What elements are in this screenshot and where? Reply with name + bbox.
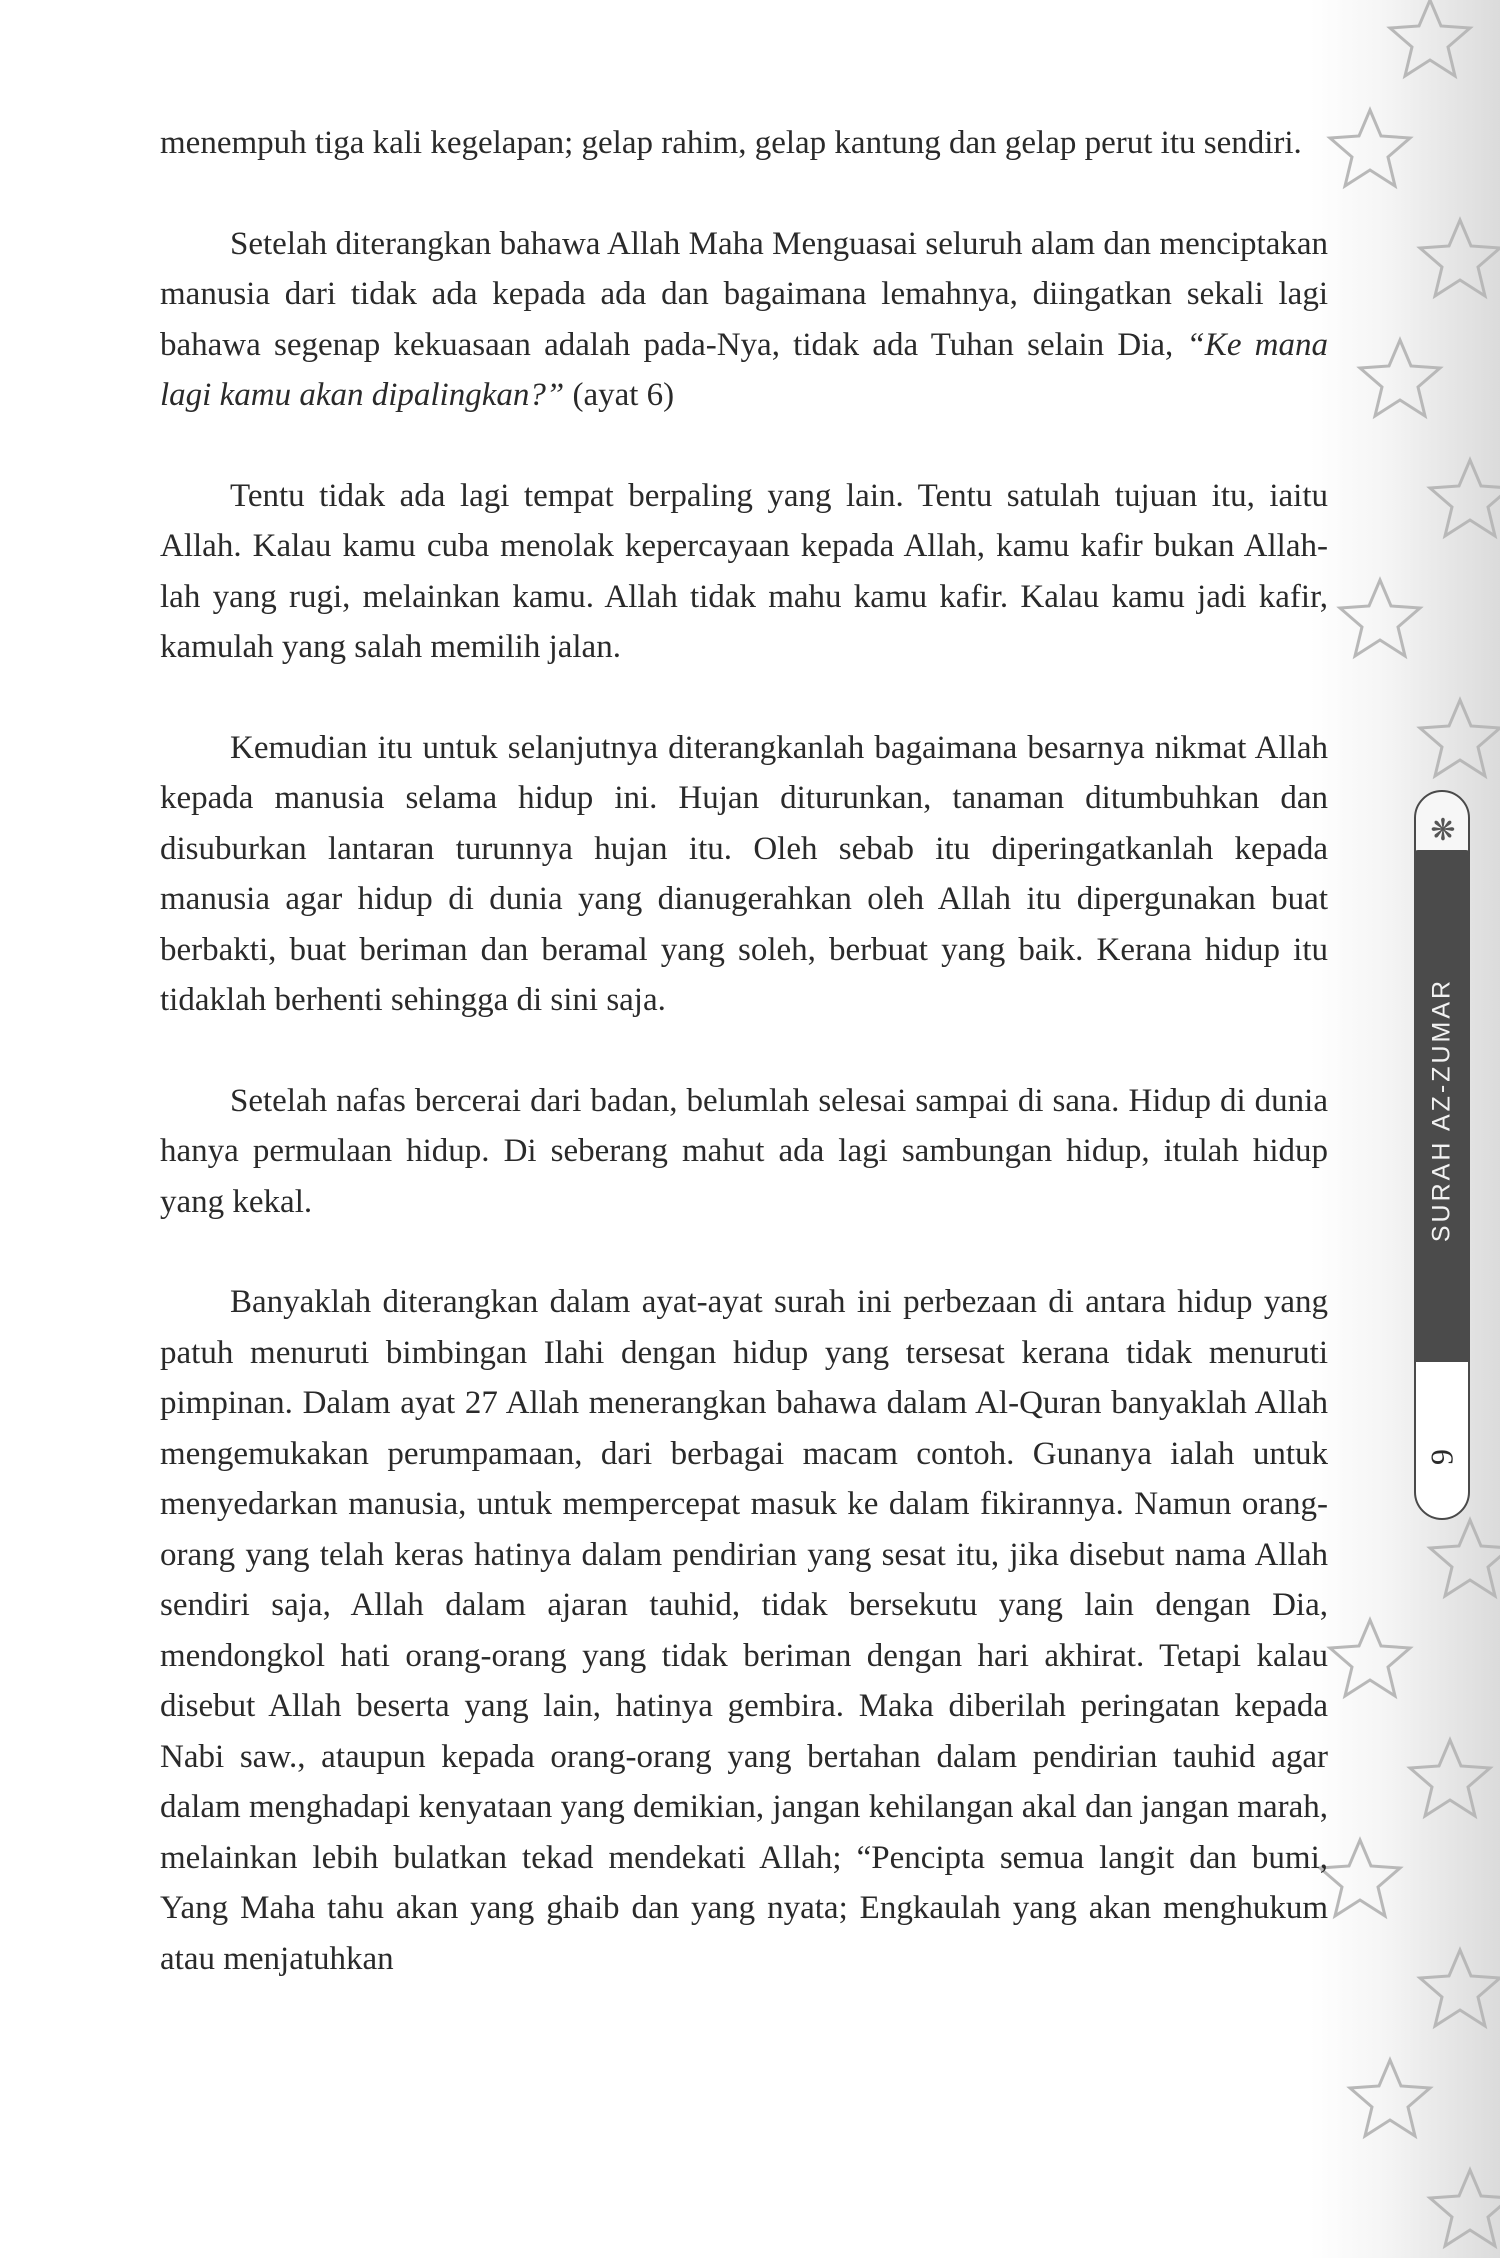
paragraph-1: menempuh tiga kali kegelapan; gelap rahim, gelap kantung dan gelap perut itu sendiri. bbox=[160, 125, 1302, 161]
star-pattern-decoration bbox=[1310, 0, 1500, 2258]
page-number: 9 bbox=[1423, 1449, 1460, 1465]
paragraph-4: Kemudian itu untuk selanjutnya diterangkanlah bagaimana besarnya nikmat Allah kepada manusia selama hidup ini. Hujan diturunkan, tanaman ditumbuhkan dan disuburkan lantaran turunnya hujan itu. Oleh sebab itu diperingatkanlah kepada manusia agar hidup di dunia yang dianugerahkan oleh Allah itu dipergunakan buat berbakti, buat beriman dan beramal yang soleh, berbuat yang baik. Kerana hidup itu tidaklah berhenti sehingga di sini saja. bbox=[160, 729, 1328, 1018]
quote-reference: (ayat 6) bbox=[564, 377, 675, 413]
paragraph-5: Setelah nafas bercerai dari badan, belumlah selesai sampai di sana. Hidup di dunia hanya permulaan hidup. Di seberang mahut ada lagi sambungan hidup, itulah hidup yang kekal. bbox=[160, 1082, 1328, 1220]
paragraph-2-text: Setelah diterangkan bahawa Allah Maha Menguasai seluruh alam dan menciptakan manusia dari tidak ada kepada ada dan bagaimana lemahnya, diingatkan sekali lagi bahawa segenap kekuasaan adalah pada-Nya, tidak ada Tuhan selain Dia, bbox=[160, 225, 1328, 363]
star-pattern-icon bbox=[1310, 0, 1500, 2258]
chapter-side-tab bbox=[1414, 790, 1470, 1520]
body-text bbox=[160, 118, 1328, 1984]
tab-band bbox=[1414, 850, 1470, 1370]
tab-bottom-cap bbox=[1414, 1360, 1470, 1520]
paragraph-2 bbox=[160, 219, 1328, 421]
paragraph-3: Tentu tidak ada lagi tempat berpaling yang lain. Tentu satulah tujuan itu, iaitu Allah. Kalau kamu cuba menolak kepercayaan kepada Allah, kamu kafir bukan Allah-lah yang rugi, melainkan kamu. Allah tidak mahu kamu kafir. Kalau kamu jadi kafir, kamulah yang salah memilih jalan. bbox=[160, 477, 1328, 665]
paragraph-6: Banyaklah diterangkan dalam ayat-ayat surah ini perbezaan di antara hidup yang patuh menuruti bimbingan Ilahi dengan hidup yang tersesat kerana tidak menuruti pimpinan. Dalam ayat 27 Allah menerangkan bahawa dalam Al-Quran banyaklah Allah mengemukakan perumpamaan, dari berbagai macam contoh. Gunanya ialah untuk menyedarkan manusia, untuk mempercepat masuk ke dalam fikirannya. Namun orang-orang yang telah keras hatinya dalam pendirian yang sesat itu, jika disebut nama Allah sendiri saja, Allah dalam ajaran tauhid, tidak bersekutu yang lain dengan Dia, mendongkol hati orang-orang yang tidak beriman dengan hari akhirat. Tetapi kalau disebut Allah beserta yang lain, hatinya gembira. Maka diberilah peringatan kepada Nabi saw., ataupun kepada orang-orang yang bertahan dalam pendirian tauhid agar dalam menghadapi kenyataan yang demikian, jangan kehilangan akal dan jangan marah, melainkan lebih bulatkan tekad mendekati Allah; “Pencipta semua langit dan bumi, Yang Maha tahu akan yang ghaib dan yang nyata; Engkaulah yang akan menghukum atau menjatuhkan bbox=[160, 1284, 1328, 1977]
chapter-title: SURAH AZ-ZUMAR bbox=[1427, 977, 1456, 1243]
flower-ornament-icon: ❋ bbox=[1430, 814, 1456, 847]
quote-italic: “Ke mana lagi kamu akan dipalingkan?” bbox=[160, 326, 1329, 413]
